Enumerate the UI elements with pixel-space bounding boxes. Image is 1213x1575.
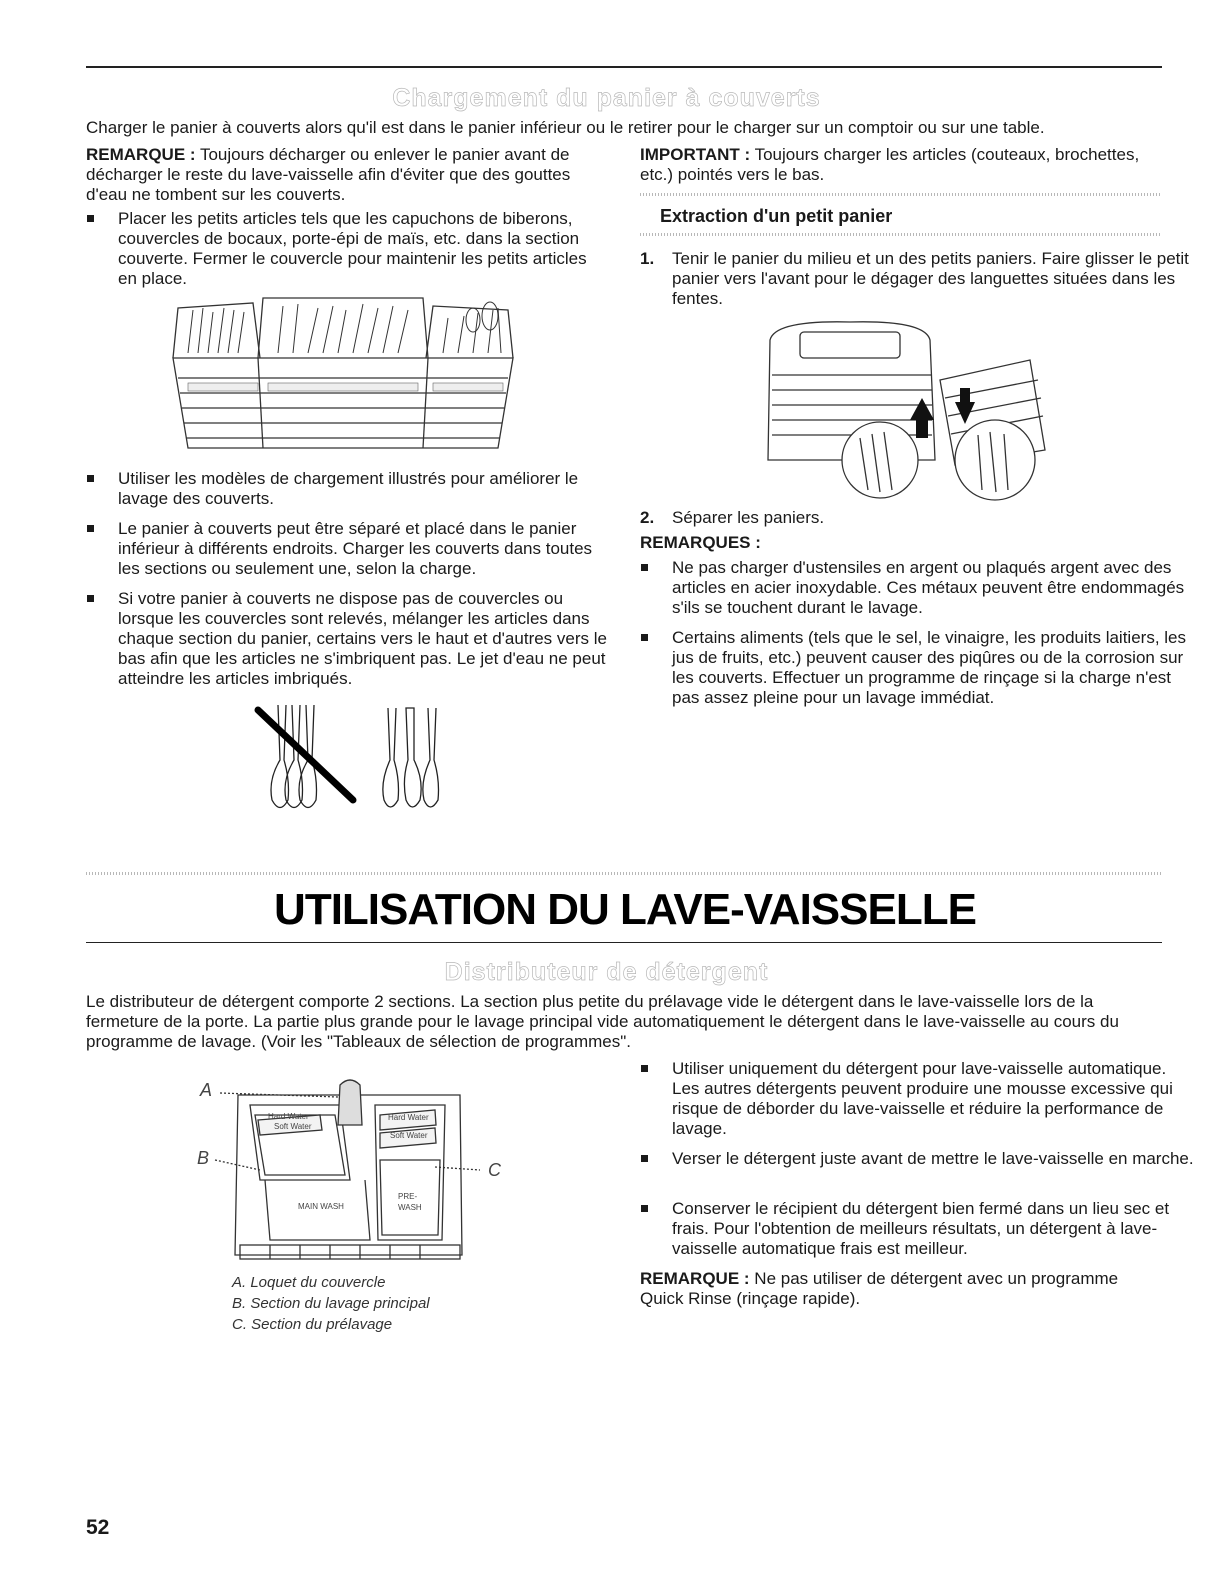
bullet-icon xyxy=(87,525,94,532)
caption-c: C. Section du prélavage xyxy=(232,1316,393,1333)
label-c: C xyxy=(488,1160,501,1180)
prohibited-slash-icon xyxy=(258,710,353,800)
important-label: IMPORTANT : xyxy=(640,145,751,164)
remarque-quick-rinse xyxy=(640,1269,1160,1309)
bullet-icon xyxy=(87,595,94,602)
remarques-label: REMARQUES : xyxy=(640,533,761,552)
main-heading: UTILISATION DU LAVE-VAISSELLE xyxy=(274,885,976,934)
bullet-sans-couvercles xyxy=(86,589,618,689)
spoons-nesting-illustration xyxy=(258,700,458,820)
bullet-petits-articles xyxy=(86,209,608,289)
dispenser-wash: WASH xyxy=(398,1203,422,1212)
remarque-text: Ne pas utiliser de détergent avec un programme Quick Rinse (rinçage rapide). xyxy=(640,1269,1119,1308)
bullet-panier-separe xyxy=(86,519,618,579)
subheading-extraction: Extraction d'un petit panier xyxy=(660,206,893,226)
bullet-text: Placer les petits articles tels que les capuchons de biberons, couvercles de bocaux, porte-épi de maïs, etc. dans la section couverte. Fermer le couvercle pour maintenir les petits articles en place. xyxy=(118,209,587,288)
remarque-paragraph xyxy=(86,145,606,205)
bullet-icon xyxy=(641,1065,648,1072)
silverware-basket-illustration xyxy=(168,298,518,458)
section-title-chargement: Chargement du panier à couverts xyxy=(392,84,821,112)
step-number: 2. xyxy=(640,508,655,527)
bullet-text: Conserver le récipient du détergent bien fermé dans un lieu sec et frais. Pour l'obtention de meilleurs résultats, un détergent à lave-vaisselle automatique frais est meilleur. xyxy=(672,1199,1170,1258)
dispenser-hard-water-1: Hard Water xyxy=(268,1112,309,1121)
caption-list xyxy=(232,1272,430,1335)
page-number: 52 xyxy=(86,1516,110,1539)
bullet-icon xyxy=(641,634,648,641)
bullet-text: Ne pas charger d'ustensiles en argent ou plaqués argent avec des articles en acier inoxydable. Ces métaux peuvent être endommagés s'ils se touchent durant le lavage. xyxy=(672,558,1185,617)
caption-b: B. Section du lavage principal xyxy=(232,1295,430,1312)
step-number: 1. xyxy=(640,249,655,268)
note-aliments xyxy=(640,628,1192,708)
top-rule xyxy=(86,66,1162,68)
label-a: A xyxy=(200,1080,213,1100)
remarque-label: REMARQUE : xyxy=(640,1269,750,1288)
dispenser-soft-water-1: Soft Water xyxy=(274,1122,312,1131)
step-1 xyxy=(640,249,1192,309)
bullet-modeles xyxy=(86,469,618,509)
important-text: Toujours charger les articles (couteaux, brochettes, etc.) pointés vers le bas. xyxy=(640,145,1140,184)
dispenser-illustration xyxy=(180,1075,510,1275)
bullet-icon xyxy=(87,215,94,222)
bullet-text: Utiliser les modèles de chargement illustrés pour améliorer le lavage des couverts. xyxy=(118,469,579,508)
dotted-divider xyxy=(640,233,1162,236)
intro-paragraph: Charger le panier à couverts alors qu'il est dans le panier inférieur ou le retirer pour le charger sur un comptoir ou sur une table. xyxy=(86,118,1045,137)
bullet-icon xyxy=(641,1205,648,1212)
dotted-divider xyxy=(86,872,1162,875)
remarque-label: REMARQUE : xyxy=(86,145,196,164)
bullet-text: Le panier à couverts peut être séparé et placé dans le panier inférieur à différents endroits. Charger les couverts dans toutes les sections ou seulement une, selon la charge. xyxy=(118,519,593,578)
distributeur-intro: Le distributeur de détergent comporte 2 sections. La section plus petite du prélavage vide le détergent dans le lave-vaisselle lors de la fermeture de la porte. La partie plus grande pour le lavage principal vide automatiquement le détergent dans le lave-vaisselle au cours du programme de lavage. (Voir les "Tableaux de sélection de programmes". xyxy=(86,992,1119,1051)
dotted-divider xyxy=(640,193,1162,196)
bullet-icon xyxy=(641,564,648,571)
dispenser-main-wash: MAIN WASH xyxy=(298,1202,344,1211)
bullet-icon xyxy=(641,1155,648,1162)
section-title-distributeur: Distributeur de détergent xyxy=(444,958,769,986)
step-2 xyxy=(640,508,1192,528)
remarque-text: Toujours décharger ou enlever le panier avant de décharger le reste du lave-vaisselle afin d'éviter que des gouttes d'eau ne tombent sur les couverts. xyxy=(86,145,571,204)
dispenser-soft-water-2: Soft Water xyxy=(390,1131,428,1140)
bullet-verser xyxy=(640,1149,1194,1169)
bullet-icon xyxy=(87,475,94,482)
important-paragraph xyxy=(640,145,1160,185)
bullet-text: Utiliser uniquement du détergent pour lave-vaisselle automatique. Les autres détergents peuvent produire une mousse excessive qui risque de déborder du lave-vaisselle et réduire la performance de lavage. xyxy=(672,1059,1173,1138)
section2-rule xyxy=(86,942,1162,943)
small-basket-removal-illustration xyxy=(760,320,1050,505)
bullet-text: Si votre panier à couverts ne dispose pas de couvercles ou lorsque les couvercles sont relevés, mélanger les articles dans chaque section du panier, certains vers le haut et d'autres vers le bas afin que les articles ne s'imbriquent pas. Le jet d'eau ne peut atteindre les articles imbriqués. xyxy=(118,589,607,688)
bullet-text: Verser le détergent juste avant de mettre le lave-vaisselle en marche. xyxy=(672,1149,1194,1168)
step-text: Séparer les paniers. xyxy=(672,508,825,527)
note-argent xyxy=(640,558,1192,618)
label-b: B xyxy=(197,1148,210,1168)
dispenser-pre: PRE- xyxy=(398,1192,418,1201)
bullet-conserver xyxy=(640,1199,1194,1259)
bullet-detergent-automatique xyxy=(640,1059,1194,1139)
bullet-text: Certains aliments (tels que le sel, le vinaigre, les produits laitiers, les jus de fruits, etc.) peuvent causer des piqûres ou de la corrosion sur les couverts. Effectuer un programme de rinçage si la charge n'est pas assez pleine pour un lavage immédiat. xyxy=(672,628,1187,707)
caption-a: A. Loquet du couvercle xyxy=(232,1274,386,1291)
dispenser-hard-water-2: Hard Water xyxy=(388,1113,429,1122)
step-text: Tenir le panier du milieu et un des petits paniers. Faire glisser le petit panier vers l'avant pour le dégager des languettes situées dans les fentes. xyxy=(672,249,1189,308)
